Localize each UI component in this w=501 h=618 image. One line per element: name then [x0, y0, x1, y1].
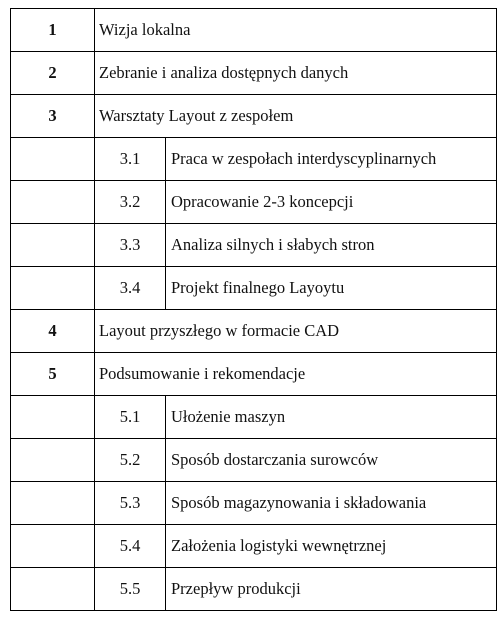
substep-label: Praca w zespołach interdyscyplinarnych: [166, 138, 497, 181]
step-number: 3: [11, 95, 95, 138]
table-row-4: [11, 310, 497, 353]
table-row-2: [11, 52, 497, 95]
table-row-5: [11, 353, 497, 396]
table-subrow-5-3: [11, 482, 497, 525]
substep-label: Założenia logistyki wewnętrznej: [166, 525, 497, 568]
blank-cell: [11, 138, 95, 181]
substep-label: Przepływ produkcji: [166, 568, 497, 611]
substep-number: 5.5: [95, 568, 166, 611]
step-label: Warsztaty Layout z zespołem: [95, 95, 497, 138]
blank-cell: [11, 568, 95, 611]
table-subrow-3-3: [11, 224, 497, 267]
table-subrow-3-2: [11, 181, 497, 224]
blank-cell: [11, 439, 95, 482]
step-label: Zebranie i analiza dostępnych danych: [95, 52, 497, 95]
blank-cell: [11, 181, 95, 224]
substep-label: Projekt finalnego Layoytu: [166, 267, 497, 310]
step-number: 1: [11, 9, 95, 52]
step-label: Podsumowanie i rekomendacje: [95, 353, 497, 396]
step-label: Wizja lokalna: [95, 9, 497, 52]
table-subrow-5-1: [11, 396, 497, 439]
substep-number: 5.1: [95, 396, 166, 439]
table-subrow-5-2: [11, 439, 497, 482]
substep-number: 3.2: [95, 181, 166, 224]
steps-table-body: [11, 9, 497, 611]
table-subrow-3-1: [11, 138, 497, 181]
table-subrow-5-4: [11, 525, 497, 568]
substep-number: 5.3: [95, 482, 166, 525]
table-subrow-3-4: [11, 267, 497, 310]
table-subrow-5-5: [11, 568, 497, 611]
substep-label: Sposób dostarczania surowców: [166, 439, 497, 482]
substep-label: Opracowanie 2-3 koncepcji: [166, 181, 497, 224]
substep-number: 3.3: [95, 224, 166, 267]
blank-cell: [11, 396, 95, 439]
substep-label: Sposób magazynowania i składowania: [166, 482, 497, 525]
substep-number: 3.4: [95, 267, 166, 310]
table-row-1: [11, 9, 497, 52]
blank-cell: [11, 525, 95, 568]
substep-number: 3.1: [95, 138, 166, 181]
substep-number: 5.2: [95, 439, 166, 482]
substep-label: Ułożenie maszyn: [166, 396, 497, 439]
step-label: Layout przyszłego w formacie CAD: [95, 310, 497, 353]
blank-cell: [11, 224, 95, 267]
step-number: 5: [11, 353, 95, 396]
steps-table: [10, 8, 497, 611]
table-row-3: [11, 95, 497, 138]
substep-number: 5.4: [95, 525, 166, 568]
blank-cell: [11, 482, 95, 525]
step-number: 4: [11, 310, 95, 353]
blank-cell: [11, 267, 95, 310]
step-number: 2: [11, 52, 95, 95]
substep-label: Analiza silnych i słabych stron: [166, 224, 497, 267]
